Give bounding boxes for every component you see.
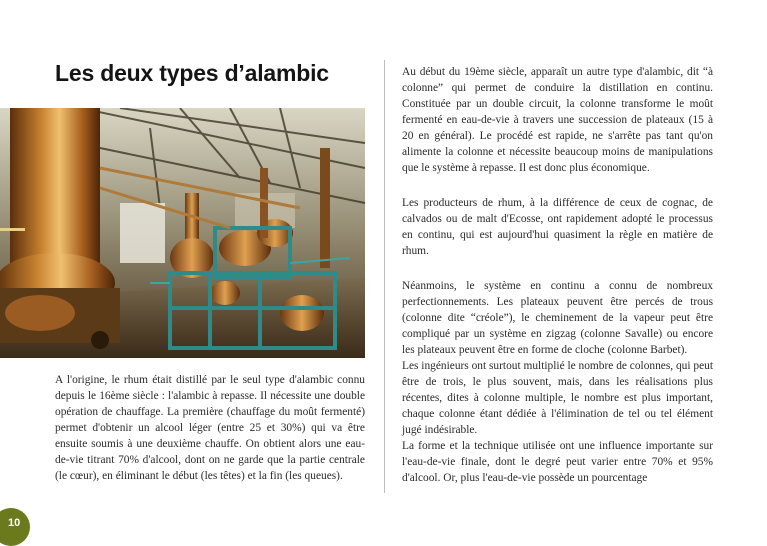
page-number: 10	[8, 517, 21, 529]
paragraph: Les producteurs de rhum, à la différence de ceux de cognac, de calvados ou de malt d'Ecosse, ont rapidement adopté le processus en continu, qui est aujourd'hui quasiment la règle en matière de rhum.	[402, 197, 713, 257]
right-column	[402, 64, 713, 486]
left-column	[55, 372, 365, 484]
paragraph: Les ingénieurs ont surtout multiplié le nombre de colonnes, qui peut être de trois, le plus souvent, mais, dans les réalisations plus récentes, dites à colonne multiple, le nombre est plus important, chaque colonne étant dédiée à l'élimination de tel ou tel élément jugé indésirable.	[402, 360, 713, 436]
distillery-photo	[0, 108, 365, 358]
paragraph: La forme et la technique utilisée ont une influence importante sur l'eau-de-vie finale, dont le degré peut varier entre 70% et 95% d'alcool. Or, plus l'eau-de-vie possède un pourcentage	[402, 440, 713, 484]
paragraph: A l'origine, le rhum était distillé par le seul type d'alambic connu depuis le 16ème siècle : l'alambic à repasse. Il nécessite une double opération de chauffage. La première (chauffage du moût fermenté) permet d'obtenir un alcool léger (entre 25 et 30%) qui va être ensuite soumis à une deuxième chauffe. On obtient alors une eau-de-vie titrant 70% d'alcool, dont on ne garde que la partie centrale (le cœur), en éliminant le début (les têtes) et la fin (les queues).	[55, 374, 365, 482]
paragraph: Néanmoins, le système en continu a connu de nombreux perfectionnements. Les plateaux peuvent être percés de trous (colonne dite “créole”), le cheminement de la vapeur peut être compliqué par un système en zigzag (colonne Savalle) ou encore les plateaux peuvent être en forme de cloche (colonne Barbet).	[402, 280, 713, 356]
paragraph: Au début du 19ème siècle, apparaît un autre type d'alambic, dit “à colonne” qui permet de conduire la distillation en continu. Constituée par un double circuit, la colonne transforme le moût fermenté en eau-de-vie à travers une succession de plateaux (15 à 20 en général). Le procédé est rapide, ne s'arrête pas tant qu'on alimente la colonne et nécessite beaucoup moins de manipulations que le système à repasse. Il est donc plus économique.	[402, 66, 713, 174]
column-divider	[384, 60, 385, 493]
page-title: Les deux types d’alambic	[55, 60, 329, 86]
copper-stills-image	[0, 108, 365, 358]
